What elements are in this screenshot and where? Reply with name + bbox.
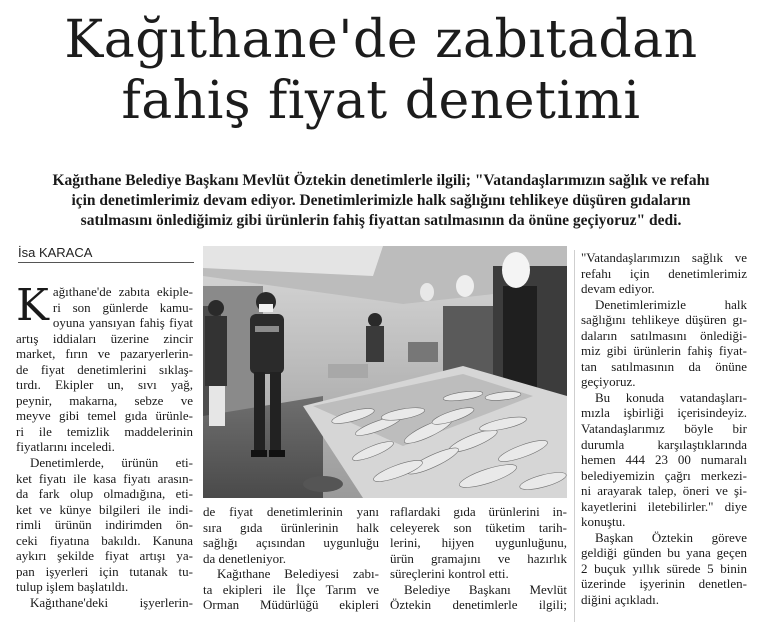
column-1-line: da fark olup olmadığına, eti- [16,486,193,502]
column-4-line: Vatandaşlarımız böyle bir [581,421,747,437]
headline-line-2: fahiş fiyat denetimi [121,71,641,131]
column-2-line: da denetleniyor. [203,550,287,566]
fish-market-photo [203,246,567,498]
article-column-3 [390,504,567,613]
column-4-line: 2 buçuk yıllık sürede 5 binin [581,560,747,576]
column-2-line: de fiyat denetimlerinin yanı [203,504,379,519]
column-1-line: rimli ürünün indirimden ön- [16,517,193,533]
column-1-line: tırdı. Ekipler un, sıvı yağ, [16,377,193,393]
column-4-line: ni arayarak talep, öneri ve şi- [581,483,747,499]
column-2-line: sıra gıda ürünlerinin halk [203,519,379,535]
column-4-line: durumla karşılaştıklarında [581,436,747,452]
column-1-line: ceki fiyatına bakıldı. Kanuna [16,532,193,548]
photo-illustration [203,246,567,498]
deck-line-3: satılmasını önlediğimiz gibi ürünlerin fahiş fiyattan satılmasının da önüne geçiyoruz" dedi. [80,212,682,229]
column-4-line: kayetlerini iletebilirler." diye [581,498,747,514]
column-4-line: geçiyoruz. [581,374,636,390]
article-column-1 [16,280,193,610]
column-1-line: ri son günlerde kamu- [52,299,193,315]
column-4-line: refahı için denetimlerimiz [581,265,747,281]
column-1-line: pan işyerleri için tutanak tu- [16,563,193,579]
column-3-line: raflardaki gıda ürünlerini in- [390,504,567,519]
column-1-line: market, fırın ve pazaryerlerin- [16,346,193,362]
column-2-line: Kağıthane Belediyesi zabı- [217,566,379,582]
column-2-line: Orman Müdürlüğü ekipleri [203,597,379,613]
column-1-line: Kağıthane'deki işyerlerin- [30,594,193,610]
column-1-line: ağıthane'de zabıta ekiple- [52,284,193,299]
column-4-line: Bu konuda vatandaşları- [595,389,747,405]
article-column-2 [203,504,379,613]
column-2-line: ta ekipleri ile İlçe Tarım ve [203,581,379,597]
column-4-line: Denetimlerimizle halk [595,296,747,312]
column-4-line: belediyemizin çağrı merkezi- [581,467,747,483]
column-1-line: peynir, makarna, sebze ve [16,392,193,408]
column-1-line: aykırı şekilde fiyat artışı ya- [16,548,193,564]
column-3-line: celeyerek son tüketim tarih- [390,519,567,535]
column-1-line: tulup işlem başlatıldı. [16,579,129,595]
column-4-line: mızla işbirliği içerisindeyiz. [581,405,747,421]
column-4-line: hemen 444 23 00 numaralı [581,452,747,468]
deck-line-1: Kağıthane Belediye Başkanı Mevlüt Öztekin denetimlerle ilgili; "Vatandaşlarımızın sağlık ve refahı [52,172,710,189]
column-divider [574,250,575,622]
column-4-line: miz gibi ürünlerin fahiş fiyat- [581,343,747,359]
byline: İsa KARACA [18,245,93,260]
column-4-line: daların satılmasını önlediği- [581,327,747,343]
deck-summary [16,171,746,231]
column-3-line: Öztekin denetimlerle ilgili; [390,597,567,613]
drop-cap: K [16,280,49,331]
column-1-line: fiyatlarını inceledi. [16,439,115,455]
column-4-line: sağlığını tehlikeye düşüren gı- [581,312,747,328]
deck-line-2: için denetimlerimiz devam ediyor. Denetimlerimizle halk sağlığını tehlikeye düşüren gıdaların [71,192,691,209]
column-4-line: diğini açıkladı. [581,592,659,608]
byline-rule [18,262,194,263]
column-4-line: geldiği günden bu yana geçen [581,545,747,561]
headline [0,10,762,132]
column-2-line: sağlığı açısından uygunluğu [203,535,379,551]
column-3-line: Belediye Başkanı Mevlüt [404,581,567,597]
column-4-line: üzerinde işyerinin denetlen- [581,576,747,592]
column-4-line: tan satılmasının da önüne [581,358,747,374]
column-1-line: meyve gibi temel gıda ürünle- [16,408,193,424]
column-1-line: de fiyat denetimlerini sıklaş- [16,361,193,377]
column-4-line: konuştu. [581,514,626,530]
column-1-line: Denetimlerde, ürünün eti- [30,455,193,471]
column-4-line: "Vatandaşlarımızın sağlık ve [581,250,747,265]
column-1-line: ket ve künye bilgileri ile indi- [16,501,193,517]
column-3-line: ürün gramajını ve hazırlık [390,550,567,566]
article-column-4 [581,250,747,608]
column-3-line: lerini, hijyen uygunluğunu, [390,535,567,551]
column-1-line: artış iddiaları üzerine zincir [16,330,193,346]
column-4-line: Başkan Öztekin göreve [595,529,747,545]
column-1-line: ket fiyatı ile kasa fiyatı arasın- [16,470,193,486]
headline-line-1: Kağıthane'de zabıtadan [64,10,698,70]
column-3-line: süreçlerini kontrol etti. [390,566,509,582]
column-4-line: devam ediyor. [581,281,655,297]
column-1-line: ri ile temizlik maddelerinin [16,423,193,439]
column-1-line: oyuna yansıyan fahiş fiyat [52,315,193,331]
